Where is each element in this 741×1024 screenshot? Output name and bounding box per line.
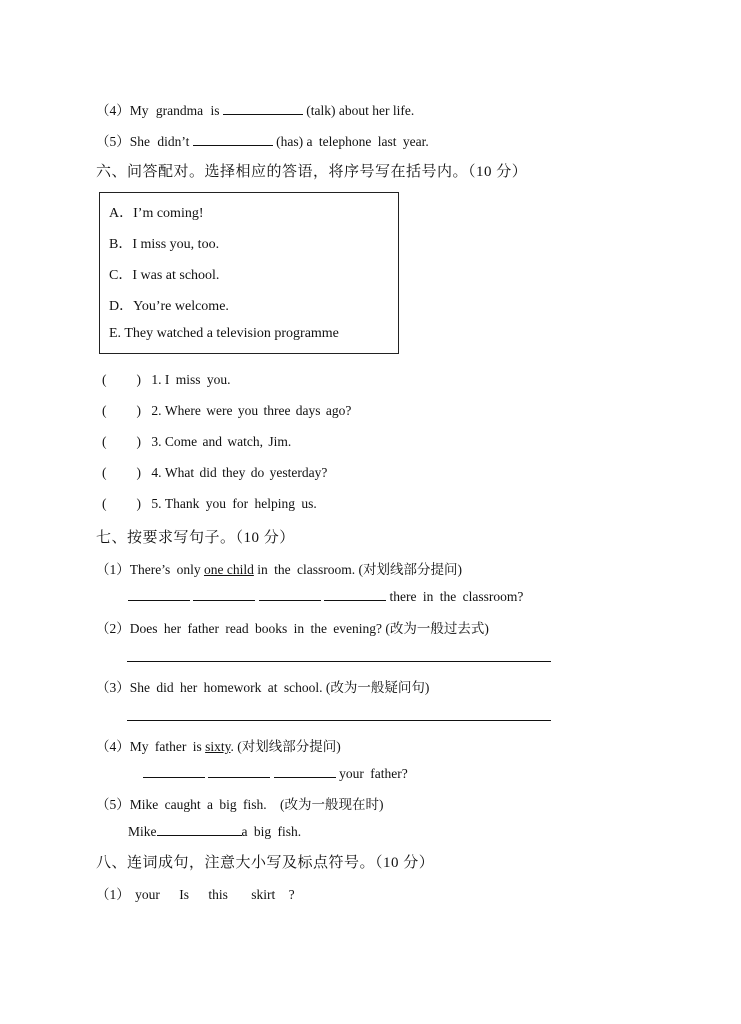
answer-blank[interactable] — [259, 588, 321, 601]
answer-blank[interactable] — [193, 133, 273, 146]
matching-question-2 — [102, 403, 351, 419]
question-text-before: There’s only — [129, 562, 201, 577]
answer-blank[interactable] — [143, 765, 205, 778]
rewrite-question-1 — [96, 558, 462, 578]
option-letter: A． — [109, 206, 134, 221]
question-text: What did they do yesterday? — [164, 465, 328, 480]
scrambled-word: Is — [179, 887, 189, 902]
answer-start-text: Mike — [128, 824, 157, 839]
rewrite-answer-4 — [143, 765, 408, 782]
matching-question-1 — [102, 372, 231, 388]
option-letter: E. — [109, 326, 122, 341]
question-number: 2. — [151, 403, 162, 418]
question-number: 1. — [151, 372, 162, 387]
answer-options-box — [99, 192, 399, 354]
scrambled-word: this — [208, 887, 228, 902]
rewrite-question-5 — [96, 793, 383, 813]
answer-parenthesis[interactable]: ( ) — [102, 403, 141, 418]
answer-line[interactable] — [127, 720, 551, 721]
instruction: (改为一般现在时) — [279, 797, 384, 812]
answer-line[interactable] — [127, 661, 551, 662]
question-number: （3） — [96, 680, 130, 695]
question-text-before: My father is — [129, 739, 202, 754]
answer-parenthesis[interactable]: ( ) — [102, 434, 141, 449]
scrambled-word: your — [135, 887, 160, 902]
question-number: （4） — [96, 103, 130, 118]
matching-question-5 — [102, 496, 317, 512]
answer-parenthesis[interactable]: ( ) — [102, 496, 141, 511]
instruction: (改为一般疑问句) — [325, 680, 430, 695]
rewrite-answer-1 — [128, 588, 523, 605]
section-7-heading: 七、按要求写句子。（10 分） — [96, 530, 295, 546]
option-text: You’re welcome. — [133, 299, 229, 314]
question-text: Where were you three days ago? — [164, 403, 352, 418]
rewrite-question-4 — [96, 735, 341, 755]
instruction: (改为一般过去式) — [385, 621, 489, 636]
question-text: Come and watch, Jim. — [164, 434, 292, 449]
answer-blank[interactable] — [208, 765, 270, 778]
question-5-4 — [96, 99, 414, 119]
option-a — [109, 202, 204, 222]
question-number: 5. — [151, 496, 162, 511]
verb-hint: (has) — [276, 134, 304, 149]
section-8-heading: 八、连词成句，注意大小写及标点符号。（10 分） — [96, 855, 435, 871]
answer-blank[interactable] — [128, 588, 190, 601]
question-text: Mike caught a big fish. — [129, 797, 267, 812]
question-text: I miss you. — [164, 372, 231, 387]
answer-parenthesis[interactable]: ( ) — [102, 372, 141, 387]
option-letter: B． — [109, 237, 133, 252]
option-text: They watched a television programme — [124, 326, 339, 341]
scrambled-word: ? — [288, 887, 295, 902]
rewrite-answer-5 — [128, 823, 301, 840]
question-number: （5） — [96, 797, 130, 812]
question-number: 4. — [151, 465, 162, 480]
word-order-question-1 — [96, 883, 295, 903]
question-text-before: She didn’t — [129, 134, 190, 149]
matching-question-3 — [102, 434, 291, 450]
answer-blank[interactable] — [223, 102, 303, 115]
question-number: （2） — [96, 621, 130, 636]
rewrite-question-2 — [96, 617, 489, 637]
section-6-heading: 六、问答配对。选择相应的答语，将序号写在括号内。（10 分） — [96, 164, 528, 180]
answer-blank[interactable] — [193, 588, 255, 601]
question-number: （1） — [96, 887, 130, 902]
answer-tail-text: your father? — [339, 766, 408, 781]
question-text-after: in the classroom. — [257, 562, 356, 577]
question-number: （5） — [96, 134, 130, 149]
question-text-after: about her life. — [338, 103, 415, 118]
question-text: Does her father read books in the evening? — [129, 621, 383, 636]
underlined-phrase: sixty — [205, 739, 231, 754]
question-text: She did her homework at school. — [129, 680, 323, 695]
option-e — [109, 326, 339, 342]
verb-hint: (talk) — [306, 103, 336, 118]
answer-tail-text: there in the classroom? — [389, 589, 524, 604]
option-d — [109, 295, 229, 315]
answer-blank[interactable] — [324, 588, 386, 601]
option-text: I was at school. — [132, 268, 220, 283]
question-number: （1） — [96, 562, 130, 577]
underlined-phrase: one child — [203, 562, 254, 577]
instruction: (对划线部分提问) — [358, 562, 462, 577]
question-number: （4） — [96, 739, 130, 754]
question-text-before: My grandma is — [129, 103, 220, 118]
question-text-after: a telephone last year. — [306, 134, 429, 149]
question-5-5 — [96, 130, 429, 150]
answer-blank[interactable] — [274, 765, 336, 778]
answer-parenthesis[interactable]: ( ) — [102, 465, 141, 480]
scrambled-word: skirt — [251, 887, 276, 902]
answer-blank[interactable] — [157, 823, 242, 836]
option-text: I’m coming! — [133, 206, 204, 221]
rewrite-question-3 — [96, 676, 429, 696]
question-text: Thank you for helping us. — [164, 496, 317, 511]
question-number: 3. — [151, 434, 162, 449]
option-b — [109, 233, 219, 253]
question-text-after: . — [230, 739, 234, 754]
option-letter: D． — [109, 299, 134, 314]
option-text: I miss you, too. — [132, 237, 220, 252]
instruction: (对划线部分提问) — [237, 739, 341, 754]
option-c — [109, 264, 219, 284]
answer-tail-text: a big fish. — [241, 824, 302, 839]
matching-question-4 — [102, 465, 327, 481]
option-letter: C． — [109, 268, 133, 283]
